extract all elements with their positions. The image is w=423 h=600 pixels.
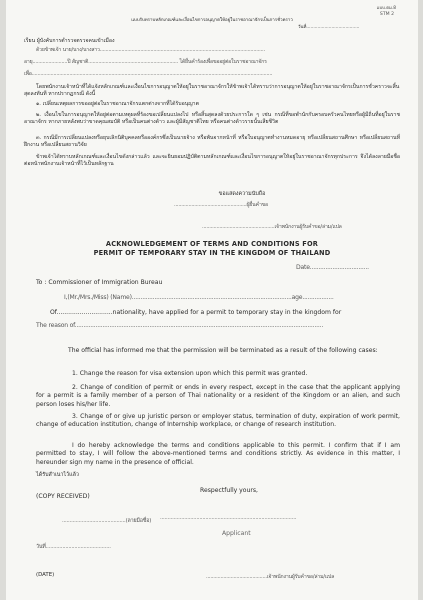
thai-date-received-field[interactable]: วันที่........................................... [36, 544, 111, 550]
thai-officer-field[interactable]: ..................................................เจ้าพนักงานผู้รับคำขอ/ล่าม/แปล [202, 224, 342, 230]
respectfully-yours: Respectfully yours, [200, 487, 258, 494]
en-item-2: 2. Change of condition of permit or ends in every respect, except in the case that the applicant applying for a permit is a family member of a person of Thai nationality or a resident of the Kingdom or an alien, and such person loses his/her life. [36, 384, 400, 408]
form-reference: แบบ.ตม.8 [376, 6, 396, 11]
thai-to-line: เรียน ผู้บังคับการตำรวจตรวจคนเข้าเมือง [24, 38, 115, 44]
en-nationality-line[interactable]: Of.............................nationality, have applied for a permit to temporary stay in the kingdom for [50, 309, 342, 316]
thai-item-3: ๓. กรณีมีการเปลี่ยนแปลงหรือยุบเลิกนิติบุคคลหรือองค์กรซึ่งเป็นนายจ้าง หรือพ้นจากหน้าที่ หรือใบอนุญาตทำงานหมดอายุ หรือเปลี่ยนสถานศึกษา หรือเปลี่ยนสถานที่ฝึกงาน หรือเปลี่ยนสถานวิจัย [24, 135, 400, 149]
copy-received-thai: ได้รับสำเนาไว้แล้ว [36, 472, 79, 478]
en-to-line: To : Commissioner of Immigration Bureau [36, 279, 163, 286]
thai-intro: โดยพนักงานเจ้าหน้าที่ได้แจ้งหลักเกณฑ์และเงื่อนไขการอนุญาตให้อยู่ในราชอาณาจักรให้ข้าพเจ้าได้ทราบว่าการอนุญาตให้อยู่ในราชอาณาจักรเป็นการชั่วคราวจะสิ้นสุดลงทันที หากปรากฏกรณี ดังนี้ [24, 84, 400, 98]
thai-respect: ขอแสดงความนับถือ [218, 191, 266, 197]
en-title-line-2: PERMIT OF TEMPORARY STAY IN THE KINGDOM OF THAILAND [93, 249, 331, 257]
thai-closing: ข้าพเจ้าได้ทราบหลักเกณฑ์และเงื่อนไขดังกล่าวแล้ว และจะยินยอมปฏิบัติตามหลักเกณฑ์และเงื่อนไขการอนุญาตให้อยู่ในราชอาณาจักรทุกประการ จึงได้ลงลายมือชื่อต่อหน้าพนักงานเจ้าหน้าที่ไว้เป็นหลักฐาน [24, 154, 400, 168]
thai-age-nationality-field[interactable]: อายุ........................ปี สัญชาติ.............................................................. ได้ยื่นคำร้องเพื่อขออยู่ต่อในราชอาณาจักร [24, 59, 267, 65]
form-code: STM 2 [379, 12, 394, 17]
thai-item-2: ๒. เงื่อนไขในการอนุญาตให้อยู่ต่อตามเหตุผลที่ร้องขอเปลี่ยนแปลงไป หรือสิ้นสุดลงด้วยประการใด ๆ เช่น กรณีที่ขอพำนักกับครอบครัวคนไทยหรือผู้มีถิ่นที่อยู่ในราชอาณาจักร หากภายหลังพบว่าขาดคุณสมบัติ หรือเป็นคนต่างด้าว และผู้มีสัญชาติไทย หรือคนต่างด้าวรายนั้นเสียชีวิต [24, 112, 400, 126]
thai-item-1: ๑. เปลี่ยนเหตุผลการขออยู่ต่อในราชอาณาจักรแตกต่างจากที่ได้รับอนุญาต [36, 101, 199, 107]
thai-name-field[interactable]: ด้วยข้าพเจ้า นาย/นาง/นางสาว.................................................................................................................. [36, 47, 265, 53]
en-item-1: 1. Change the reason for visa extension upon which this permit was granted. [72, 370, 308, 377]
officer-signature-field[interactable]: ..........................................เจ้าพนักงานผู้รับคำขอ/ล่าม/แปล [206, 574, 335, 580]
en-name-age-field[interactable]: I,(Mr./Mrs./Miss) (Name)............................................................................................age.................. [64, 294, 334, 301]
en-title-line-1: ACKNOWLEDGEMENT OF TERMS AND CONDITIONS FOR [105, 240, 319, 248]
en-date-field[interactable]: Date.................................. [296, 264, 369, 271]
thai-form-title: แบบรับทราบหลักเกณฑ์และเงื่อนไขการอนุญาตให้อยู่ในราชอาณาจักรเป็นการชั่วคราว [131, 18, 293, 23]
form-sheet [6, 0, 418, 600]
copy-signature-field[interactable]: ..........................................(ลายมือชื่อ) [62, 518, 152, 524]
en-item-3: 3. Change of or give up juristic person or employer status, termination of duty, expiration of work permit, change of education institution, change of Internship workplace, or change of research institution. [36, 413, 400, 429]
date-label-en: (DATE) [36, 572, 55, 578]
applicant-signature-field[interactable]: .......................................................................................... [160, 515, 297, 521]
thai-signature-field[interactable]: ..................................................ผู้ยื่นคำขอ [174, 202, 268, 208]
copy-received-en: (COPY RECEIVED) [36, 493, 90, 500]
applicant-label: Applicant [222, 530, 251, 537]
thai-purpose-field[interactable]: เพื่อ...................................................................................................................................................................... [24, 71, 273, 77]
thai-date-field[interactable]: วันที่...................................... [298, 25, 360, 30]
en-reason-field[interactable]: The reason of............................................................................................................................................... [36, 322, 324, 329]
en-intro: The official has informed me that the permission will be terminated as a result of the following cases: [68, 347, 378, 354]
en-closing: I do hereby acknowledge the terms and conditions applicable to this permit. I confirm that if I am permitted to stay, I will follow the above-mentioned terms and conditions strictly. As evidence in this matter, I hereunder sign my name in the presence of official. [36, 442, 400, 466]
